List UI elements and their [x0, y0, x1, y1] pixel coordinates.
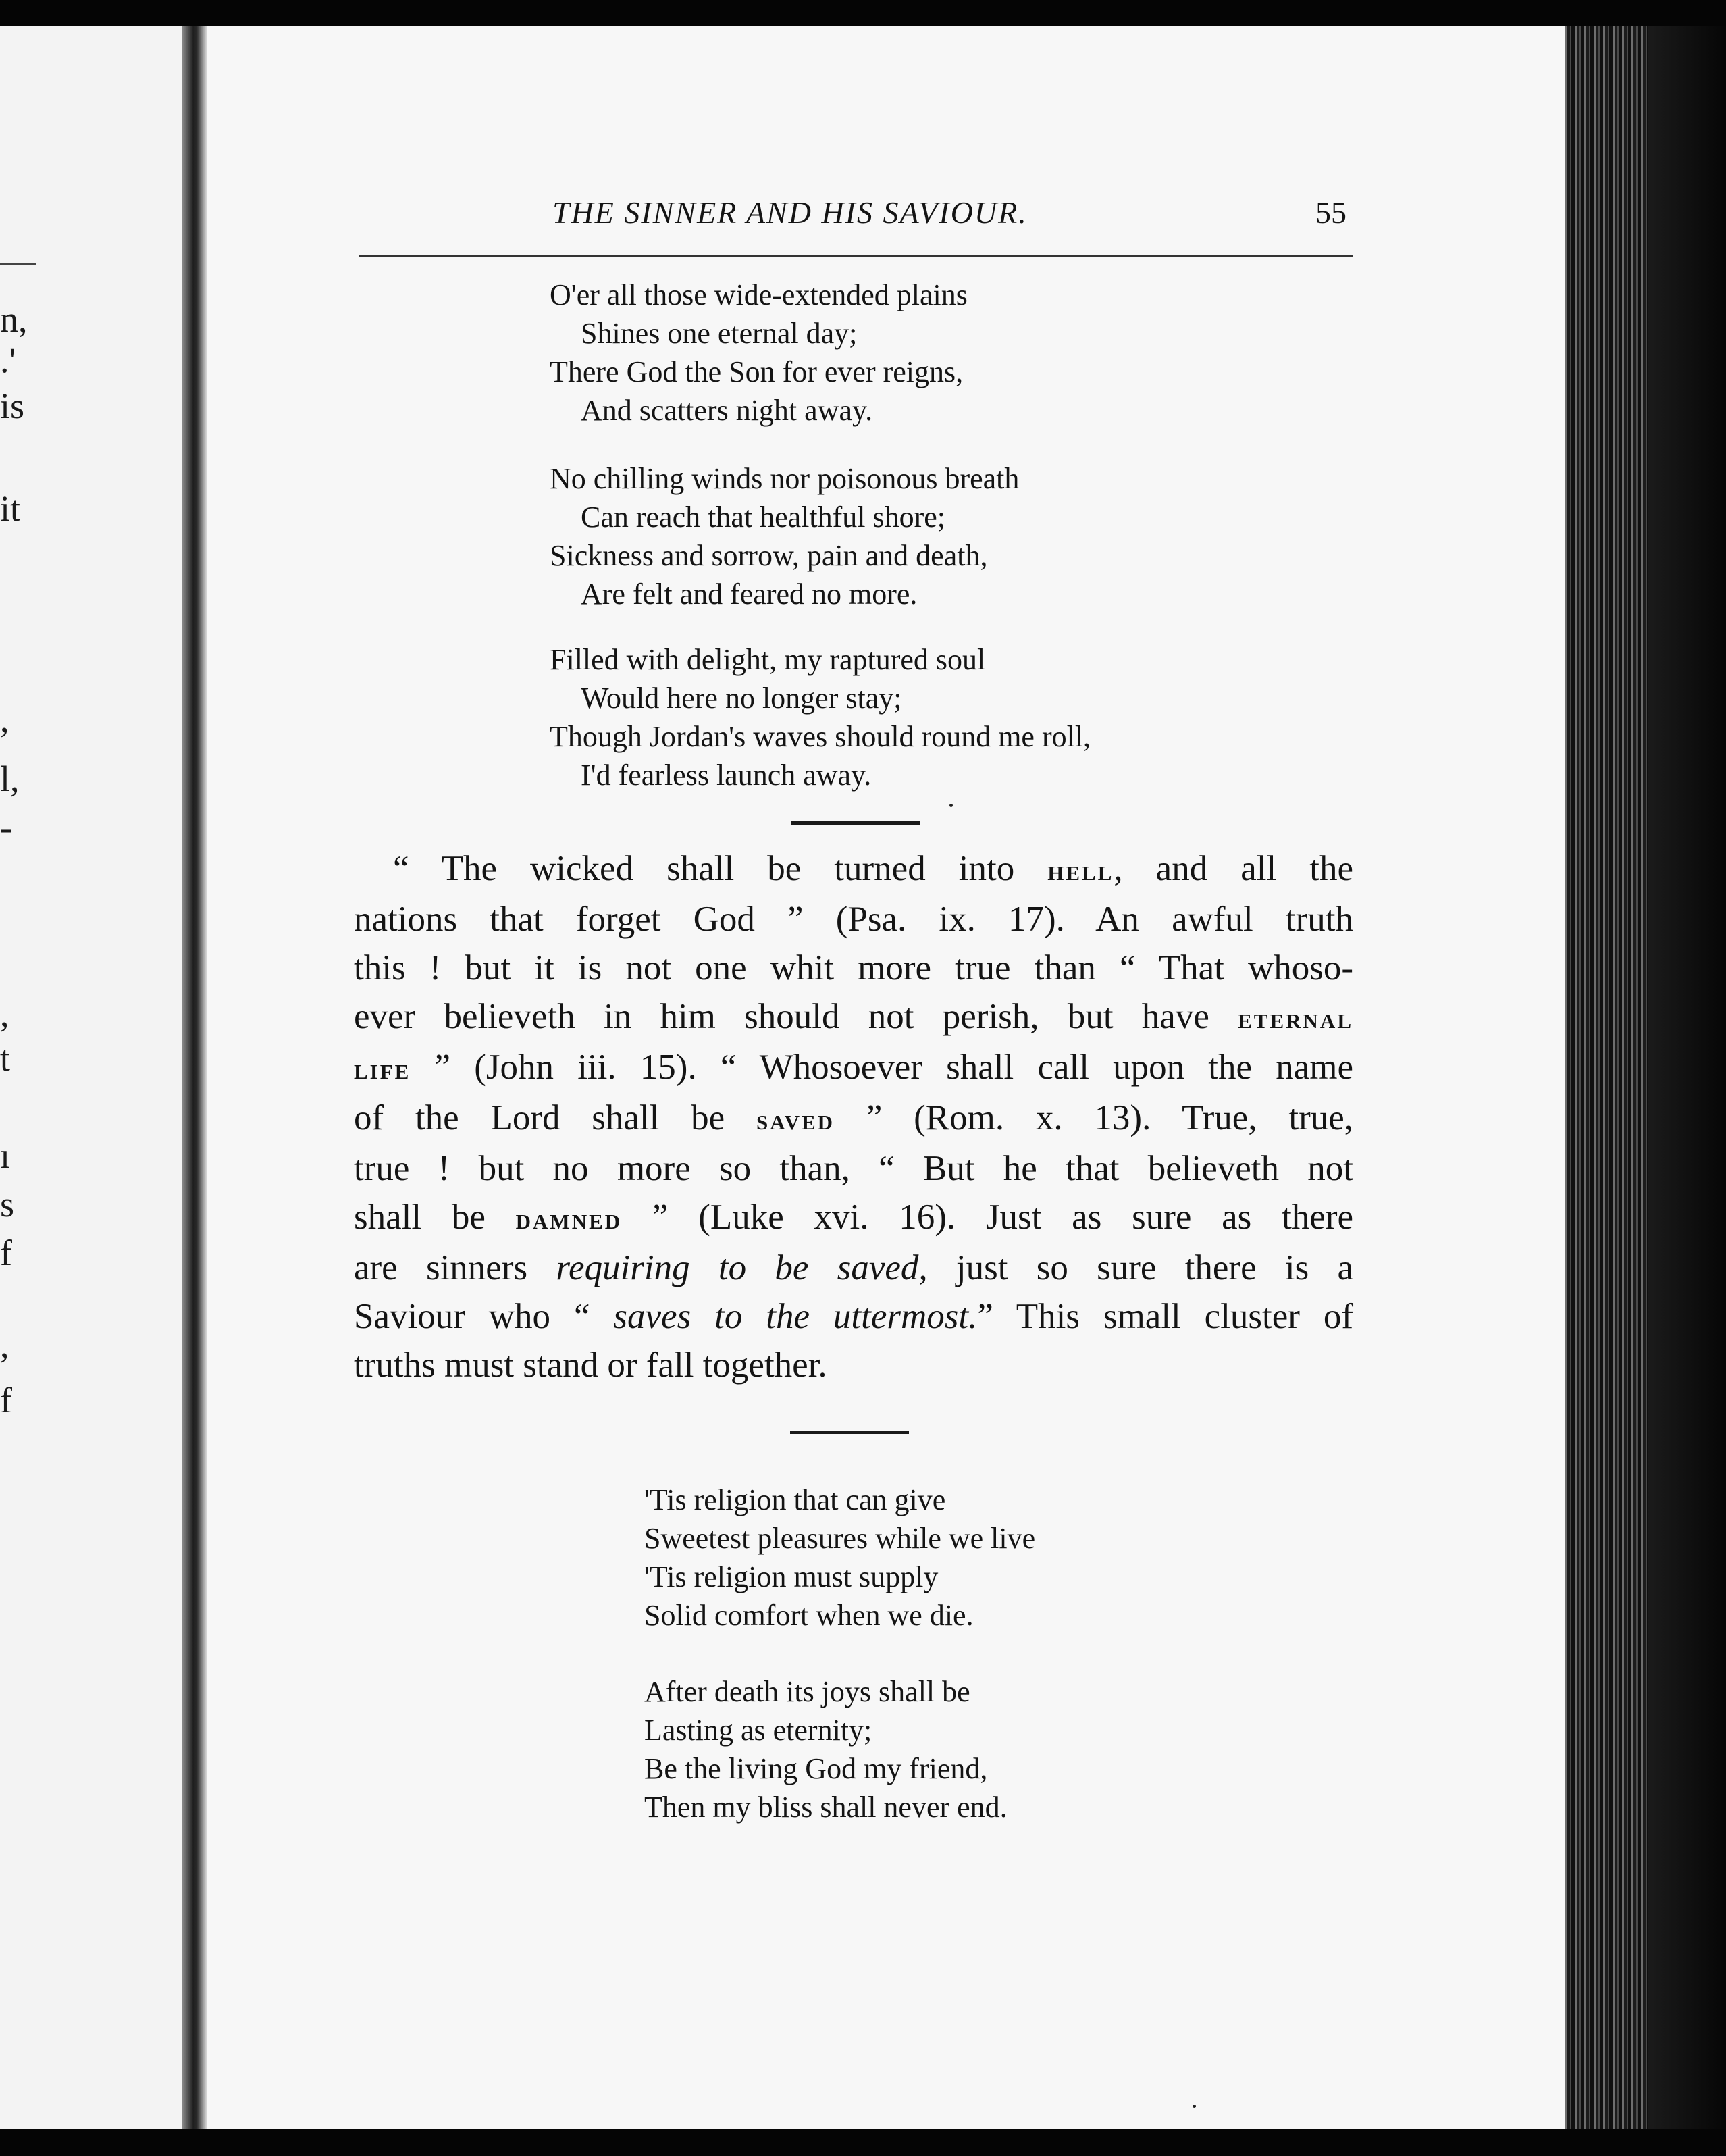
- prose-line: [354, 1043, 1353, 1094]
- page-number: 55: [1315, 195, 1346, 230]
- facing-page-text: is: [0, 386, 25, 426]
- verse-line: Filled with delight, my raptured soul: [550, 643, 986, 676]
- facing-page-text: n,: [0, 299, 28, 340]
- prose-line: [354, 992, 1353, 1043]
- prose-line: [354, 895, 1353, 944]
- verse-stanza-5: [644, 1672, 1008, 1826]
- prose-line: [354, 1193, 1353, 1243]
- verse-line: 'Tis religion that can give: [644, 1483, 946, 1516]
- verse-line: Lasting as eternity;: [644, 1714, 872, 1747]
- prose-text: ever believeth in him should not perish, but have: [354, 997, 1238, 1036]
- small-caps-word: hell: [1047, 854, 1114, 887]
- verse-line: Be the living God my friend,: [644, 1752, 988, 1785]
- verse-line: Sickness and sorrow, pain and death,: [550, 539, 988, 572]
- verse-line: No chilling winds nor poisonous breath: [550, 462, 1020, 495]
- verse-line: Would here no longer stay;: [581, 682, 902, 715]
- facing-page-text: ,: [0, 994, 9, 1034]
- facing-page-text: s: [0, 1184, 15, 1225]
- verse-line: After death its joys shall be: [644, 1675, 970, 1708]
- prose-paragraph: [354, 844, 1353, 1389]
- facing-page-text: ,: [0, 699, 9, 740]
- prose-text: of the Lord shall be: [354, 1098, 756, 1137]
- scan-frame-bottom: [0, 2129, 1726, 2156]
- prose-line: [354, 944, 1353, 992]
- small-caps-word: damned: [515, 1202, 623, 1235]
- facing-page-text: ,: [0, 1325, 9, 1365]
- prose-text: shall be: [354, 1198, 516, 1237]
- prose-line: [354, 1341, 1353, 1389]
- italic-phrase: requiring to be saved,: [556, 1248, 928, 1287]
- verse-line: Can reach that healthful shore;: [581, 500, 946, 534]
- verse-line: And scatters night away.: [581, 394, 873, 427]
- facing-page-text: -: [0, 807, 12, 848]
- running-head: THE SINNER AND HIS SAVIOUR.: [552, 195, 1028, 230]
- small-caps-word: saved: [756, 1103, 835, 1136]
- verse-line: Then my bliss shall never end.: [644, 1791, 1008, 1824]
- prose-text: true ! but no more so than, “ But he that believeth not: [354, 1149, 1353, 1188]
- section-divider: [790, 1431, 909, 1434]
- facing-page-text: .': [0, 340, 16, 380]
- prose-text: ” (John iii. 15). “ Whosoever shall call upon the name: [411, 1048, 1353, 1087]
- book-gutter: [182, 26, 207, 2129]
- facing-page-left: [0, 26, 182, 2129]
- prose-text: truths must stand or fall together.: [354, 1345, 827, 1385]
- prose-line: [354, 1094, 1353, 1144]
- prose-line: [354, 1292, 1353, 1341]
- prose-text: nations that forget God ” (Psa. ix. 17). An awful truth: [354, 900, 1353, 939]
- scan-speck: [949, 804, 953, 807]
- italic-phrase: saves to the uttermost.: [613, 1297, 978, 1336]
- prose-text: ” (Rom. x. 13). True, true,: [835, 1098, 1353, 1137]
- verse-line: There God the Son for ever reigns,: [550, 355, 964, 388]
- section-divider: [791, 821, 920, 825]
- verse-line: O'er all those wide-extended plains: [550, 278, 968, 311]
- verse-line: Solid comfort when we die.: [644, 1599, 974, 1632]
- facing-page-text: f: [0, 1380, 12, 1420]
- verse-stanza-2: [550, 459, 1019, 613]
- prose-text: are sinners: [354, 1248, 556, 1287]
- verse-line: Though Jordan's waves should round me roll,: [550, 720, 1091, 753]
- verse-line: I'd fearless launch away.: [581, 759, 872, 792]
- small-caps-word: eternal: [1238, 1002, 1353, 1035]
- prose-text: Saviour who “: [354, 1297, 614, 1336]
- verse-stanza-3: [550, 640, 1091, 794]
- facing-page-text: t: [0, 1038, 11, 1079]
- facing-page-rule: [0, 263, 36, 265]
- header-rule: [359, 255, 1353, 257]
- prose-text: this ! but it is not one whit more true than “ That whoso-: [354, 948, 1353, 987]
- prose-text: just so sure there is a: [927, 1248, 1354, 1287]
- verse-line: Sweetest pleasures while we live: [644, 1522, 1036, 1555]
- scan-speck: [1193, 2105, 1196, 2108]
- verse-line: 'Tis religion must supply: [644, 1560, 939, 1593]
- page-edge-shadow: [1648, 26, 1726, 2129]
- prose-line: [354, 1243, 1353, 1292]
- verse-line: Are felt and feared no more.: [581, 578, 918, 611]
- verse-line: Shines one eternal day;: [581, 317, 858, 350]
- verse-stanza-1: [550, 276, 968, 430]
- facing-page-text: l,: [0, 759, 20, 799]
- prose-text: , and all the: [1114, 849, 1353, 888]
- prose-line: [354, 844, 1353, 895]
- scan-frame-top: [0, 0, 1726, 26]
- prose-text: ” (Luke xvi. 16). Just as sure as there: [622, 1198, 1353, 1237]
- prose-line: [354, 1144, 1353, 1193]
- verse-stanza-4: [644, 1481, 1035, 1635]
- prose-text: ” This small cluster of: [977, 1297, 1353, 1336]
- small-caps-word: life: [354, 1052, 411, 1085]
- prose-text: “ The wicked shall be turned into: [393, 849, 1048, 888]
- facing-page-text: f: [0, 1233, 12, 1273]
- facing-page-text: it: [0, 488, 21, 529]
- facing-page-text: ı: [0, 1135, 11, 1176]
